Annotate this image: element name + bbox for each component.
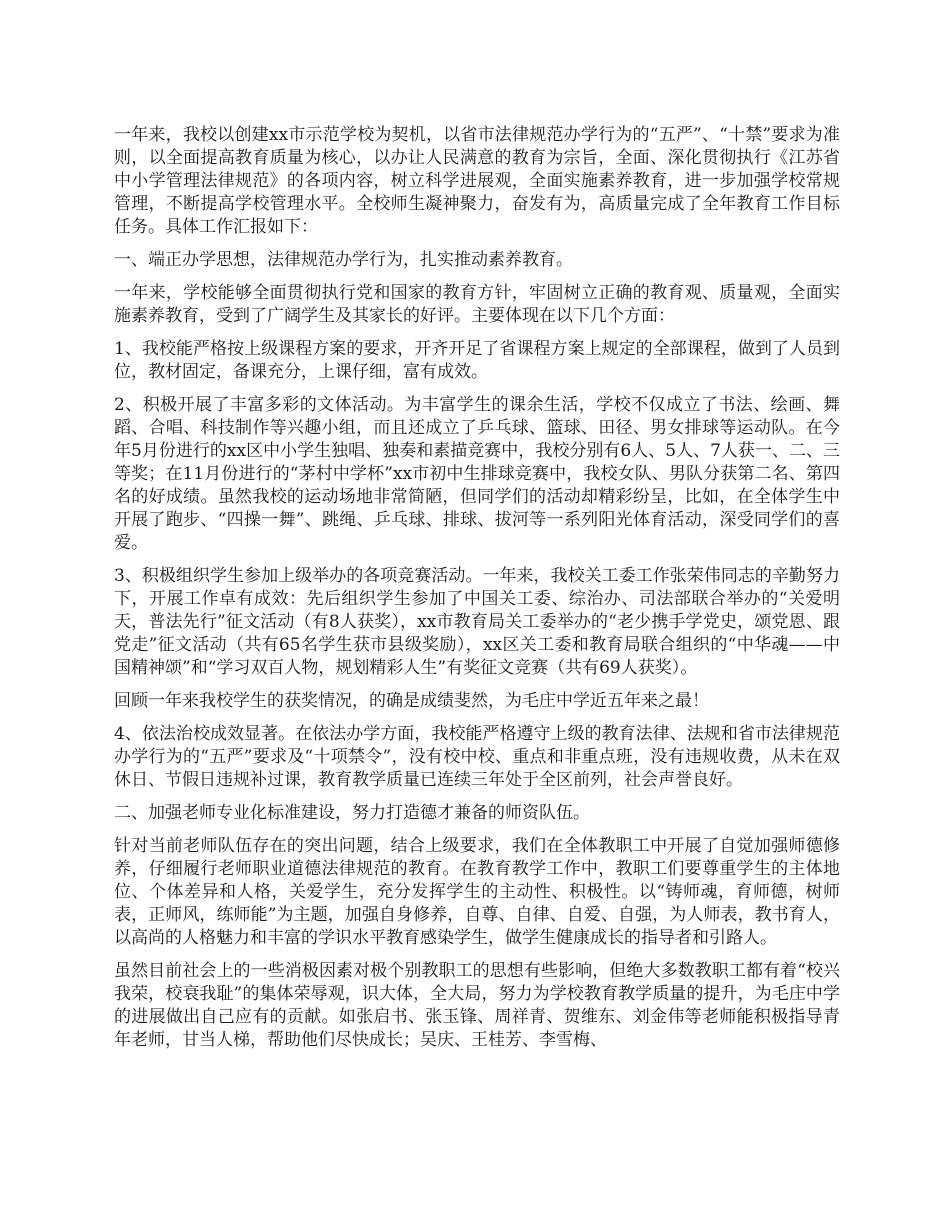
paragraph: 虽然目前社会上的一些消极因素对极个别教职工的思想有些影响，但绝大多数教职工都有着“校兴我荣，校衰我耻”的集体荣辱观，识大体，全大局，努力为学校教育教学质量的提升，为毛庄中学的进展做出自己应有的贡献。如张启书、张玉锋、周祥青、贺维东、刘金伟等老师能积极指导青年老师，甘当人梯，帮助他们尽快成长；吴庆、王桂芳、李雪梅、: [114, 961, 840, 1050]
paragraph-item-2: 2、积极开展了丰富多彩的文体活动。为丰富学生的课余生活，学校不仅成立了书法、绘画、舞蹈、合唱、科技制作等兴趣小组，而且还成立了乒乓球、篮球、田径、男女排球等运动队。在今年5月份进行的xx区中小学生独唱、独奏和素描竞赛中，我校分别有6人、5人、7人获一、二、三等奖；在11月份进行的“茅村中学杯”xx市初中生排球竞赛中，我校女队、男队分获第二名、第四名的好成绩。虽然我校的运动场地非常简陋，但同学们的活动却精彩纷呈，比如，在全体学生中开展了跑步、“四操一舞”、跳绳、乒乓球、排球、拔河等一系列阳光体育活动，深受同学们的喜爱。: [114, 395, 840, 553]
section-heading-1: 一、端正办学思想，法律规范办学行为，扎实推动素养教育。: [114, 250, 573, 270]
paragraph-intro: 一年来，我校以创建xx市示范学校为契机，以省市法律规范办学行为的“五严”、“十禁”要求为准则，以全面提高教育质量为核心，以办让人民满意的教育为宗旨，全面、深化贯彻执行《江苏省中小学管理法律规范》的各项内容，树立科学进展观，全面实施素养教育，进一步加强学校常规管理，不断提高学校管理水平。全校师生凝神聚力，奋发有为，高质量完成了全年教育工作目标任务。具体工作汇报如下：: [114, 125, 840, 237]
paragraph-item-1: 1、我校能严格按上级课程方案的要求，开齐开足了省课程方案上规定的全部课程，做到了人员到位，教材固定，备课充分，上课仔细，富有成效。: [114, 339, 840, 382]
paragraph: 针对当前老师队伍存在的突出问题，结合上级要求，我们在全体教职工中开展了自觉加强师德修养，仔细履行老师职业道德法律规范的教育。在教育教学工作中，教职工们要尊重学生的主体地位、个体差异和人格，关爱学生，充分发挥学生的主动性、积极性。以“铸师魂，育师德，树师表，正师风，练师能”为主题，加强自身修养，自尊、自律、自爱、自强，为人师表，教书育人，以高尚的人格魅力和丰富的学识水平教育感染学生，做学生健康成长的指导者和引路人。: [114, 836, 840, 948]
paragraph: 一年来，学校能够全面贯彻执行党和国家的教育方针，牢固树立正确的教育观、质量观，全面实施素养教育，受到了广阔学生及其家长的好评。主要体现在以下几个方面：: [114, 283, 840, 326]
paragraph: 回顾一年来我校学生的获奖情况，的确是成绩斐然，为毛庄中学近五年来之最！: [114, 691, 709, 711]
paragraph-item-4: 4、依法治校成效显著。在依法办学方面，我校能严格遵守上级的教育法律、法规和省市法律规范办学行为的“五严”要求及“十项禁令”，没有校中校、重点和非重点班，没有违规收费，从未在双休日、节假日违规补过课，教育教学质量已连续三年处于全区前列，社会声誉良好。: [114, 724, 840, 790]
paragraph-item-3: 3、积极组织学生参加上级举办的各项竞赛活动。一年来，我校关工委工作张荣伟同志的辛勤努力下，开展工作卓有成效：先后组织学生参加了中国关工委、综治办、司法部联合举办的“关爱明天，普法先行”征文活动（有8人获奖），xx市教育局关工委举办的“老少携手学党史，颂党恩、跟党走”征文活动（共有65名学生获市县级奖励），xx区关工委和教育局联合组织的“中华魂——中国精神颂”和“学习双百人物，规划精彩人生”有奖征文竞赛（共有69人获奖）。: [114, 566, 840, 678]
section-heading-2: 二、加强老师专业化标准建设，努力打造德才兼备的师资队伍。: [114, 803, 590, 823]
document-body: [114, 124, 840, 1062]
